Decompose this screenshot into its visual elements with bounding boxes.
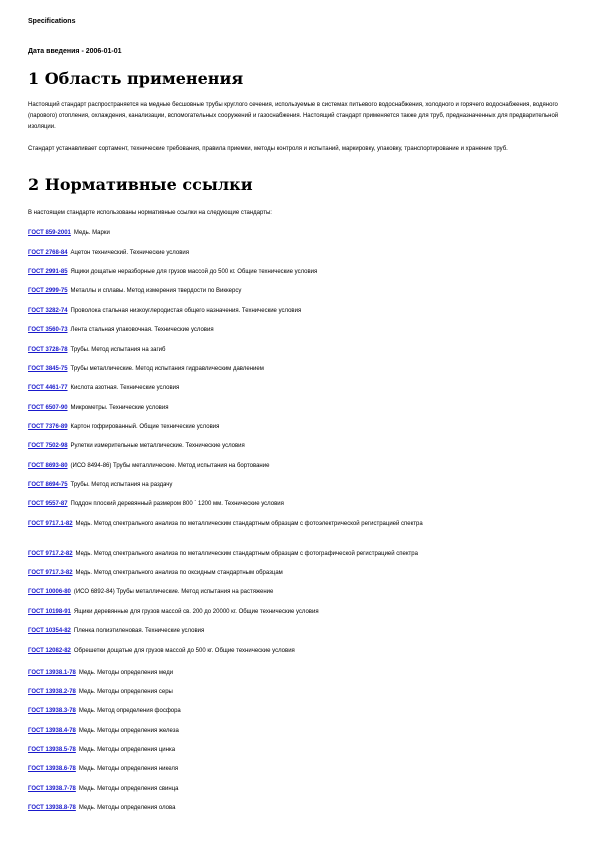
reference-link[interactable]: ГОСТ 9717.3-82 — [28, 570, 73, 576]
reference-title: Рулетки измерительные металлические. Технические условия — [70, 443, 245, 449]
reference-title: Медь. Метод спектрального анализа по оксидным стандартным образцам — [75, 570, 283, 576]
reference-title: Картон гофрированный. Общие технические условия — [70, 424, 220, 430]
reference-title: Трубы. Метод испытания на загиб — [70, 347, 166, 353]
reference-item — [28, 519, 573, 530]
reference-item — [28, 461, 573, 472]
reference-title: Металлы и сплавы. Метод измерения твердости по Виккерсу — [70, 288, 242, 294]
reference-title: Ацетон технический. Технические условия — [70, 250, 189, 256]
reference-item — [28, 286, 573, 297]
reference-link[interactable]: ГОСТ 7376-89 — [28, 424, 68, 430]
reference-link[interactable]: ГОСТ 13938.5-78 — [28, 747, 76, 753]
reference-link[interactable]: ГОСТ 13938.2-78 — [28, 689, 76, 695]
reference-item — [28, 607, 573, 618]
reference-item — [28, 364, 573, 375]
reference-item — [28, 549, 573, 560]
reference-link[interactable]: ГОСТ 13938.8-78 — [28, 805, 76, 811]
reference-title: (ИСО 8494-86) Трубы металлические. Метод испытания на бортование — [70, 463, 270, 469]
reference-title: Кислота азотная. Технические условия — [70, 385, 180, 391]
section-2-heading: 2 Нормативные ссылки — [28, 175, 253, 194]
reference-title: Пленка полиэтиленовая. Технические условия — [73, 628, 205, 634]
reference-link[interactable]: ГОСТ 10198-91 — [28, 609, 71, 615]
section-1-paragraph-1: Настоящий стандарт распространяется на медные бесшовные трубы круглого сечения, используемые в системах питьевого водоснабжения, холодного и горячего водоснабжения, водяного (парового) отопления, охлаждения, канализации, вспомогательных сооружений и газоснабжения. Настоящий стандарт применяется также для труб, предназначенных для предварительной изоляции. — [28, 102, 559, 130]
reference-link[interactable]: ГОСТ 13938.4-78 — [28, 728, 76, 734]
reference-link[interactable]: ГОСТ 10006-80 — [28, 589, 71, 595]
reference-link[interactable]: ГОСТ 2768-84 — [28, 250, 68, 256]
reference-link[interactable]: ГОСТ 13938.7-78 — [28, 786, 76, 792]
reference-title: Медь. Методы определения цинка — [78, 747, 176, 753]
reference-item — [28, 587, 573, 598]
section-1-heading: 1 Область применения — [28, 69, 244, 88]
reference-title: Медь. Метод спектрального анализа по металлическим стандартным образцам с фотоэлектрической регистрацией спектра — [75, 521, 423, 527]
reference-item — [28, 726, 573, 737]
reference-item — [28, 803, 573, 814]
reference-item — [28, 687, 573, 698]
reference-item — [28, 784, 573, 795]
reference-item — [28, 480, 573, 491]
reference-link[interactable]: ГОСТ 13938.1-78 — [28, 670, 76, 676]
reference-item — [28, 383, 573, 394]
reference-title: Медь. Марки — [73, 230, 110, 236]
reference-item — [28, 626, 573, 637]
reference-item — [28, 422, 573, 433]
reference-link[interactable]: ГОСТ 9717.1-82 — [28, 521, 73, 527]
reference-item — [28, 306, 573, 317]
reference-title: (ИСО 6892-84) Трубы металлические. Метод испытания на растяжение — [73, 589, 274, 595]
reference-link[interactable]: ГОСТ 4461-77 — [28, 385, 68, 391]
reference-link[interactable]: ГОСТ 12082-82 — [28, 648, 71, 654]
reference-item — [28, 568, 573, 579]
section-1-paragraph-2: Стандарт устанавливает сортамент, технические требования, правила приемки, методы контроля и испытаний, маркировку, упаковку, транспортирование и хранение труб. — [28, 146, 508, 152]
reference-item — [28, 499, 573, 510]
reference-link[interactable]: ГОСТ 3282-74 — [28, 308, 68, 314]
reference-title: Медь. Методы определения никеля — [78, 766, 179, 772]
reference-item — [28, 403, 573, 414]
section-2-intro: В настоящем стандарте использованы нормативные ссылки на следующие стандарты: — [28, 210, 272, 216]
reference-title: Медь. Метод определения фосфора — [78, 708, 181, 714]
reference-title: Лента стальная упаковочная. Технические условия — [70, 327, 214, 333]
reference-title: Медь. Метод спектрального анализа по металлическим стандартным образцам с фотографической регистрацией спектра — [75, 551, 418, 557]
reference-link[interactable]: ГОСТ 9717.2-82 — [28, 551, 73, 557]
reference-title: Поддон плоский деревянный размером 800 ´ 1200 мм. Технические условия — [70, 501, 284, 507]
reference-title: Медь. Методы определения свинца — [78, 786, 179, 792]
reference-item — [28, 706, 573, 717]
reference-title: Медь. Методы определения железа — [78, 728, 179, 734]
reference-title: Проволока стальная низкоуглеродистая общего назначения. Технические условия — [70, 308, 302, 314]
reference-title: Микрометры. Технические условия — [70, 405, 169, 411]
reference-link[interactable]: ГОСТ 2999-75 — [28, 288, 68, 294]
effective-date: Дата введения - 2006-01-01 — [28, 48, 122, 55]
reference-link[interactable]: ГОСТ 6507-90 — [28, 405, 68, 411]
reference-link[interactable]: ГОСТ 3560-73 — [28, 327, 68, 333]
reference-title: Трубы металлические. Метод испытания гидравлическим давлением — [70, 366, 264, 372]
reference-item — [28, 745, 573, 756]
reference-link[interactable]: ГОСТ 10354-82 — [28, 628, 71, 634]
reference-title: Трубы. Метод испытания на раздачу — [70, 482, 173, 488]
reference-item — [28, 646, 573, 657]
page-header-label: Specifications — [28, 18, 76, 25]
reference-item — [28, 345, 573, 356]
reference-link[interactable]: ГОСТ 13938.6-78 — [28, 766, 76, 772]
reference-item — [28, 325, 573, 336]
reference-title: Медь. Методы определения олова — [78, 805, 176, 811]
reference-link[interactable]: ГОСТ 859-2001 — [28, 230, 71, 236]
reference-item — [28, 668, 573, 679]
reference-link[interactable]: ГОСТ 3728-78 — [28, 347, 68, 353]
reference-title: Ящики дощатые неразборные для грузов массой до 500 кг. Общие технические условия — [70, 269, 318, 275]
reference-item — [28, 441, 573, 452]
reference-item — [28, 764, 573, 775]
reference-link[interactable]: ГОСТ 8693-80 — [28, 463, 68, 469]
reference-item — [28, 267, 573, 278]
reference-link[interactable]: ГОСТ 9557-87 — [28, 501, 68, 507]
reference-item — [28, 248, 573, 259]
reference-link[interactable]: ГОСТ 3845-75 — [28, 366, 68, 372]
reference-title: Медь. Методы определения серы — [78, 689, 173, 695]
reference-title: Ящики деревянные для грузов массой св. 200 до 20000 кг. Общие технические условия — [73, 609, 319, 615]
reference-link[interactable]: ГОСТ 13938.3-78 — [28, 708, 76, 714]
reference-title: Обрешетки дощатые для грузов массой до 500 кг. Общие технические условия — [73, 648, 295, 654]
reference-title: Медь. Методы определения меди — [78, 670, 174, 676]
reference-link[interactable]: ГОСТ 8694-75 — [28, 482, 68, 488]
reference-link[interactable]: ГОСТ 7502-98 — [28, 443, 68, 449]
reference-item — [28, 228, 573, 239]
reference-link[interactable]: ГОСТ 2991-85 — [28, 269, 68, 275]
